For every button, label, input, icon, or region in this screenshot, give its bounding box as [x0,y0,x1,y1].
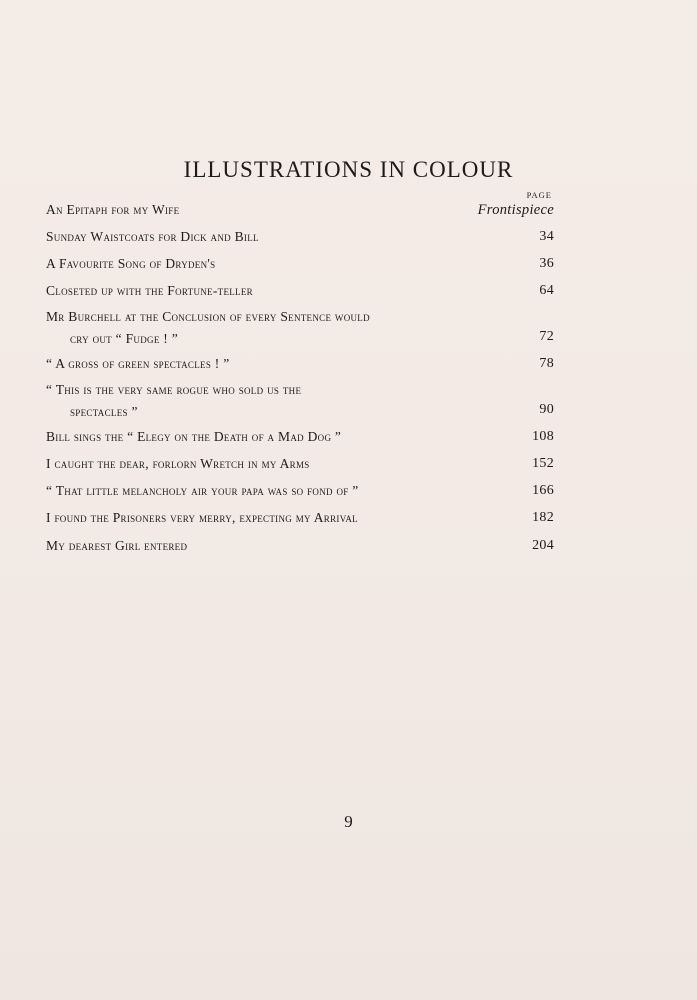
page-number: 166 [532,483,554,498]
page-number: Frontispiece [477,202,554,218]
page-number: 204 [532,538,554,553]
list-item [46,424,554,450]
illustration-caption: An Epitaph for my Wife [46,202,180,217]
page-number: 182 [532,510,554,525]
illustration-caption [46,306,486,350]
page-number: 72 [539,329,554,344]
illustration-caption: I caught the dear, forlorn Wretch in my Arms [46,456,310,471]
illustration-caption [46,379,486,423]
illustration-caption: Sunday Waistcoats for Dick and Bill [46,229,259,244]
illustration-caption: My dearest Girl entered [46,538,188,553]
page-number: 34 [539,229,554,244]
page-heading: ILLUSTRATIONS IN COLOUR [183,157,514,182]
page-number: 108 [532,429,554,444]
list-item [46,306,554,350]
list-item [46,351,554,377]
caption-continuation: cry out “ Fudge ! ” [70,331,179,346]
illustration-caption: A Favourite Song of Dryden's [46,256,216,271]
illustration-caption: Closeted up with the Fortune-teller [46,283,253,298]
illustration-caption: “ A gross of green spectacles ! ” [46,356,230,371]
illustration-caption: I found the Prisoners very merry, expecting my Arrival [46,510,358,525]
list-item [46,533,554,559]
caption-line: “ This is the very same rogue who sold us the [46,382,302,397]
illustration-caption: “ That little melancholy air your papa was so fond of ” [46,483,359,498]
page-number: 152 [532,456,554,471]
page-number: 78 [539,356,554,371]
list-item [46,224,554,250]
list-item [46,451,554,477]
caption-line: Mr Burchell at the Conclusion of every Sentence would [46,309,370,324]
page-column-label: PAGE [526,190,552,200]
list-item [46,505,554,531]
page-number: 36 [539,256,554,271]
list-item [46,478,554,504]
list-item [46,251,554,277]
list-item [46,379,554,423]
folio-page-number: 9 [344,812,353,831]
caption-continuation: spectacles ” [70,404,138,419]
illustration-caption: Bill sings the “ Elegy on the Death of a Mad Dog ” [46,429,342,444]
page-number: 90 [539,402,554,417]
list-item [46,197,554,223]
list-item [46,278,554,304]
page-number: 64 [539,283,554,298]
